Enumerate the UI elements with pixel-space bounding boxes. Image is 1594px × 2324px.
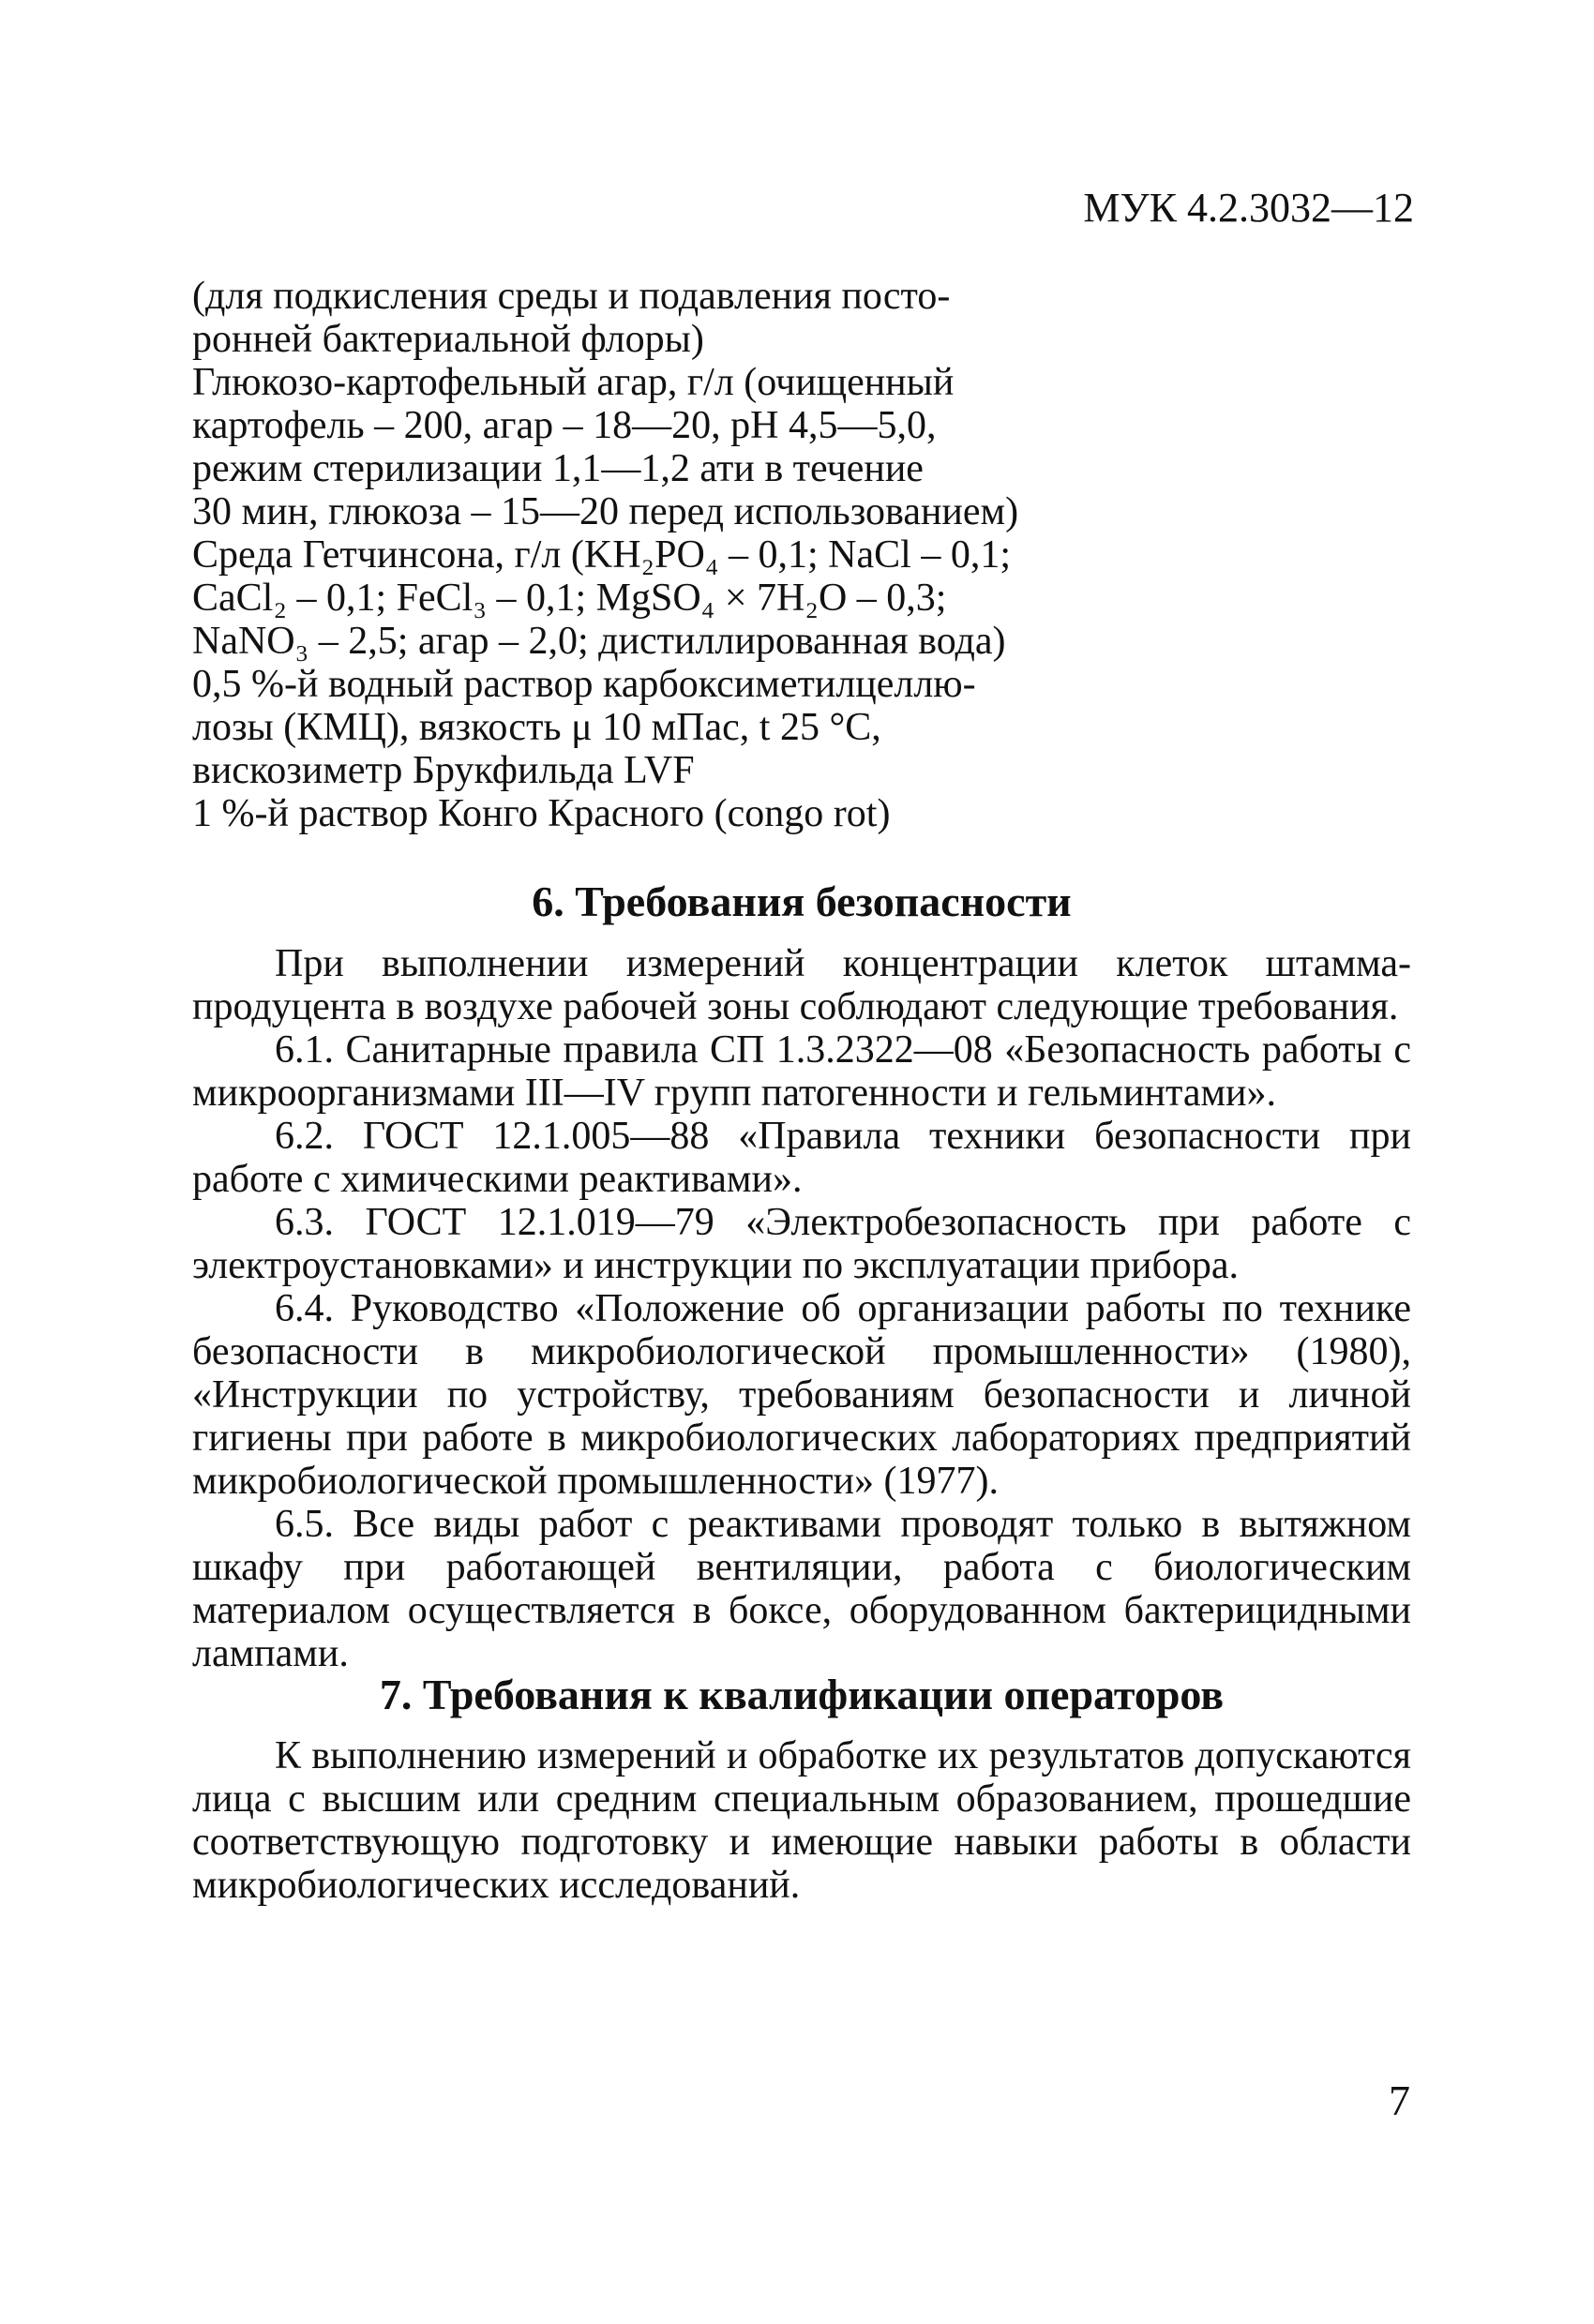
list-line: CaCl₂ – 0,1; FeCl₃ – 0,1; MgSO₄ × 7H₂O – 0,3; xyxy=(192,577,947,620)
list-line: Глюкозо-картофельный агар, г/л (очищенный xyxy=(192,361,955,404)
list-line: (для подкисления среды и подавления посто- xyxy=(192,275,951,318)
page-number: 7 xyxy=(1389,2077,1410,2124)
section-6-heading: 6. Требования безопасности xyxy=(532,877,1072,925)
document-code: МУК 4.2.3032—12 xyxy=(1083,185,1414,231)
section-6-body xyxy=(192,942,1411,1675)
list-line: 1 %-й раствор Конго Красного (congo rot) xyxy=(192,792,891,835)
section-7-heading: 7. Требования к квалификации операторов xyxy=(379,1671,1225,1718)
reagents-list xyxy=(192,275,1224,835)
list-line: 0,5 %-й водный раствор карбоксиметилцеллю- xyxy=(192,663,976,706)
list-line: 30 мин, глюкоза – 15—20 перед использованием) xyxy=(192,490,1019,533)
list-line: Среда Гетчинсона, г/л (KH₂PO₄ – 0,1; NaCl – 0,1; xyxy=(192,533,1011,577)
section-6-item-1: 6.1. Санитарные правила СП 1.3.2322—08 «Безопасность работы с микроорганизмами III—IV групп патогенности и гельминтами». xyxy=(192,1028,1411,1115)
section-6-item-4: 6.4. Руководство «Положение об организации работы по технике безопасности в микробиологической промышленности» (1980), «Инструкции по устройству, требованиям безопасности и личной гигиены при работе в микробиологических лабораториях предприятий микробиологической промышленности» (1977). xyxy=(192,1287,1411,1503)
section-6-intro: При выполнении измерений концентрации клеток штамма-продуцента в воздухе рабочей зоны соблюдают следующие требования. xyxy=(192,942,1411,1028)
section-6-item-3: 6.3. ГОСТ 12.1.019—79 «Электробезопасность при работе с электроустановками» и инструкции по эксплуатации прибора. xyxy=(192,1201,1411,1287)
list-line: лозы (КМЦ), вязкость μ 10 мПас, t 25 °С, xyxy=(192,706,881,749)
list-line: вискозиметр Брукфильда LVF xyxy=(192,749,695,792)
section-7-body xyxy=(192,1734,1411,1907)
section-7-text: К выполнению измерений и обработке их результатов допускаются лица с высшим или средним специальным образованием, прошедшие соответствующую подготовку и имеющие навыки работы в области микробиологических исследований. xyxy=(192,1734,1411,1907)
section-6-item-5: 6.5. Все виды работ с реактивами проводят только в вытяжном шкафу при работающей вентиляции, работа с биологическим материалом осуществляется в боксе, оборудованном бактерицидными лампами. xyxy=(192,1503,1411,1675)
list-line: NaNO₃ – 2,5; агар – 2,0; дистиллированная вода) xyxy=(192,620,1006,663)
list-line: режим стерилизации 1,1—1,2 ати в течение xyxy=(192,447,924,490)
list-line: картофель – 200, агар – 18—20, pH 4,5—5,0, xyxy=(192,404,937,447)
section-6-item-2: 6.2. ГОСТ 12.1.005—88 «Правила техники безопасности при работе с химическими реактивами». xyxy=(192,1115,1411,1201)
list-line: ронней бактериальной флоры) xyxy=(192,318,704,361)
